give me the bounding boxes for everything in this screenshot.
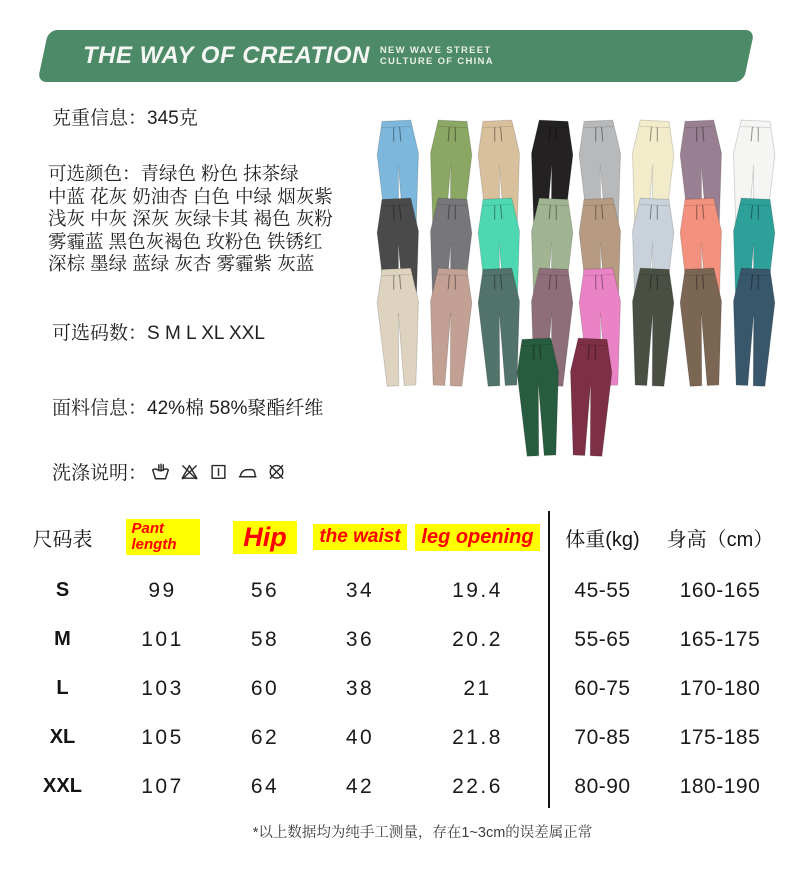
col-header-pant-length: Pant length	[105, 519, 220, 555]
table-row: S 99 56 34 19.4 45-55 160-165	[55, 578, 761, 602]
brand-banner	[37, 30, 754, 82]
color-options-line: 可选颜色：青绿色 粉色 抹茶绿	[48, 163, 299, 184]
brand-subtitle-line2: CULTURE OF CHINA	[379, 56, 494, 67]
color-options-line: 中蓝 花灰 奶油杏 白色 中绿 烟灰紫	[48, 185, 333, 207]
col-header-height: 身高（cm）	[666, 528, 774, 551]
brand-subtitle	[380, 45, 494, 67]
pant-image	[369, 265, 428, 393]
no-dry-clean-icon	[267, 462, 286, 481]
pant-image	[672, 265, 731, 393]
color-options-line: 浅灰 中灰 深灰 灰绿卡其 褐色 灰粉	[48, 208, 333, 229]
table-divider	[548, 511, 550, 808]
pant-image	[560, 335, 619, 463]
washing-instructions-label: 洗涤说明：	[52, 463, 148, 484]
washing-icons	[151, 462, 286, 481]
size-options: 可选码数：S M L XL XXL	[52, 323, 265, 344]
fabric-info: 面料信息：42%棉 58%聚酯纤维	[52, 398, 324, 419]
iron-icon	[238, 462, 257, 481]
hand-wash-icon	[151, 462, 170, 481]
size-table-header	[20, 508, 780, 566]
brand-banner-content	[43, 30, 749, 82]
col-header-hip: Hip	[220, 521, 310, 554]
washing-instructions	[52, 458, 286, 485]
pant-image	[509, 335, 568, 463]
no-bleach-icon	[180, 462, 199, 481]
weight-info: 克重信息：345克	[52, 108, 198, 129]
col-header-weight: 体重(kg)	[565, 528, 640, 551]
color-options-line: 深棕 墨绿 蓝绿 灰杏 雾霾紫 灰蓝	[48, 253, 315, 274]
color-options	[48, 163, 333, 276]
pant-color-row	[512, 336, 613, 462]
col-header-leg-opening: leg opening	[410, 524, 545, 551]
size-table	[20, 508, 780, 811]
measurement-disclaimer: *以上数据均为纯手工测量，存在1~3cm的误差属正常	[252, 825, 593, 841]
col-header-size-chart: 尺码表	[32, 528, 93, 551]
col-header-waist: the waist	[310, 524, 410, 550]
brand-subtitle-line1: NEW WAVE STREET	[379, 45, 492, 56]
table-row: XL 105 62 40 21.8 70-85 175-185	[49, 725, 761, 749]
product-grid	[372, 118, 790, 464]
table-row: XXL 107 64 42 22.6 80-90 180-190	[43, 774, 761, 798]
brand-title: THE WAY OF CREATION	[83, 42, 370, 69]
pant-image	[723, 265, 782, 393]
color-options-line: 雾霾蓝 黑色灰褐色 玫粉色 铁锈红	[48, 230, 323, 252]
table-row: L 103 60 38 21 60-75 170-180	[56, 676, 761, 700]
table-row: M 101 58 36 20.2 55-65 165-175	[54, 627, 761, 651]
drip-dry-icon	[209, 462, 228, 481]
